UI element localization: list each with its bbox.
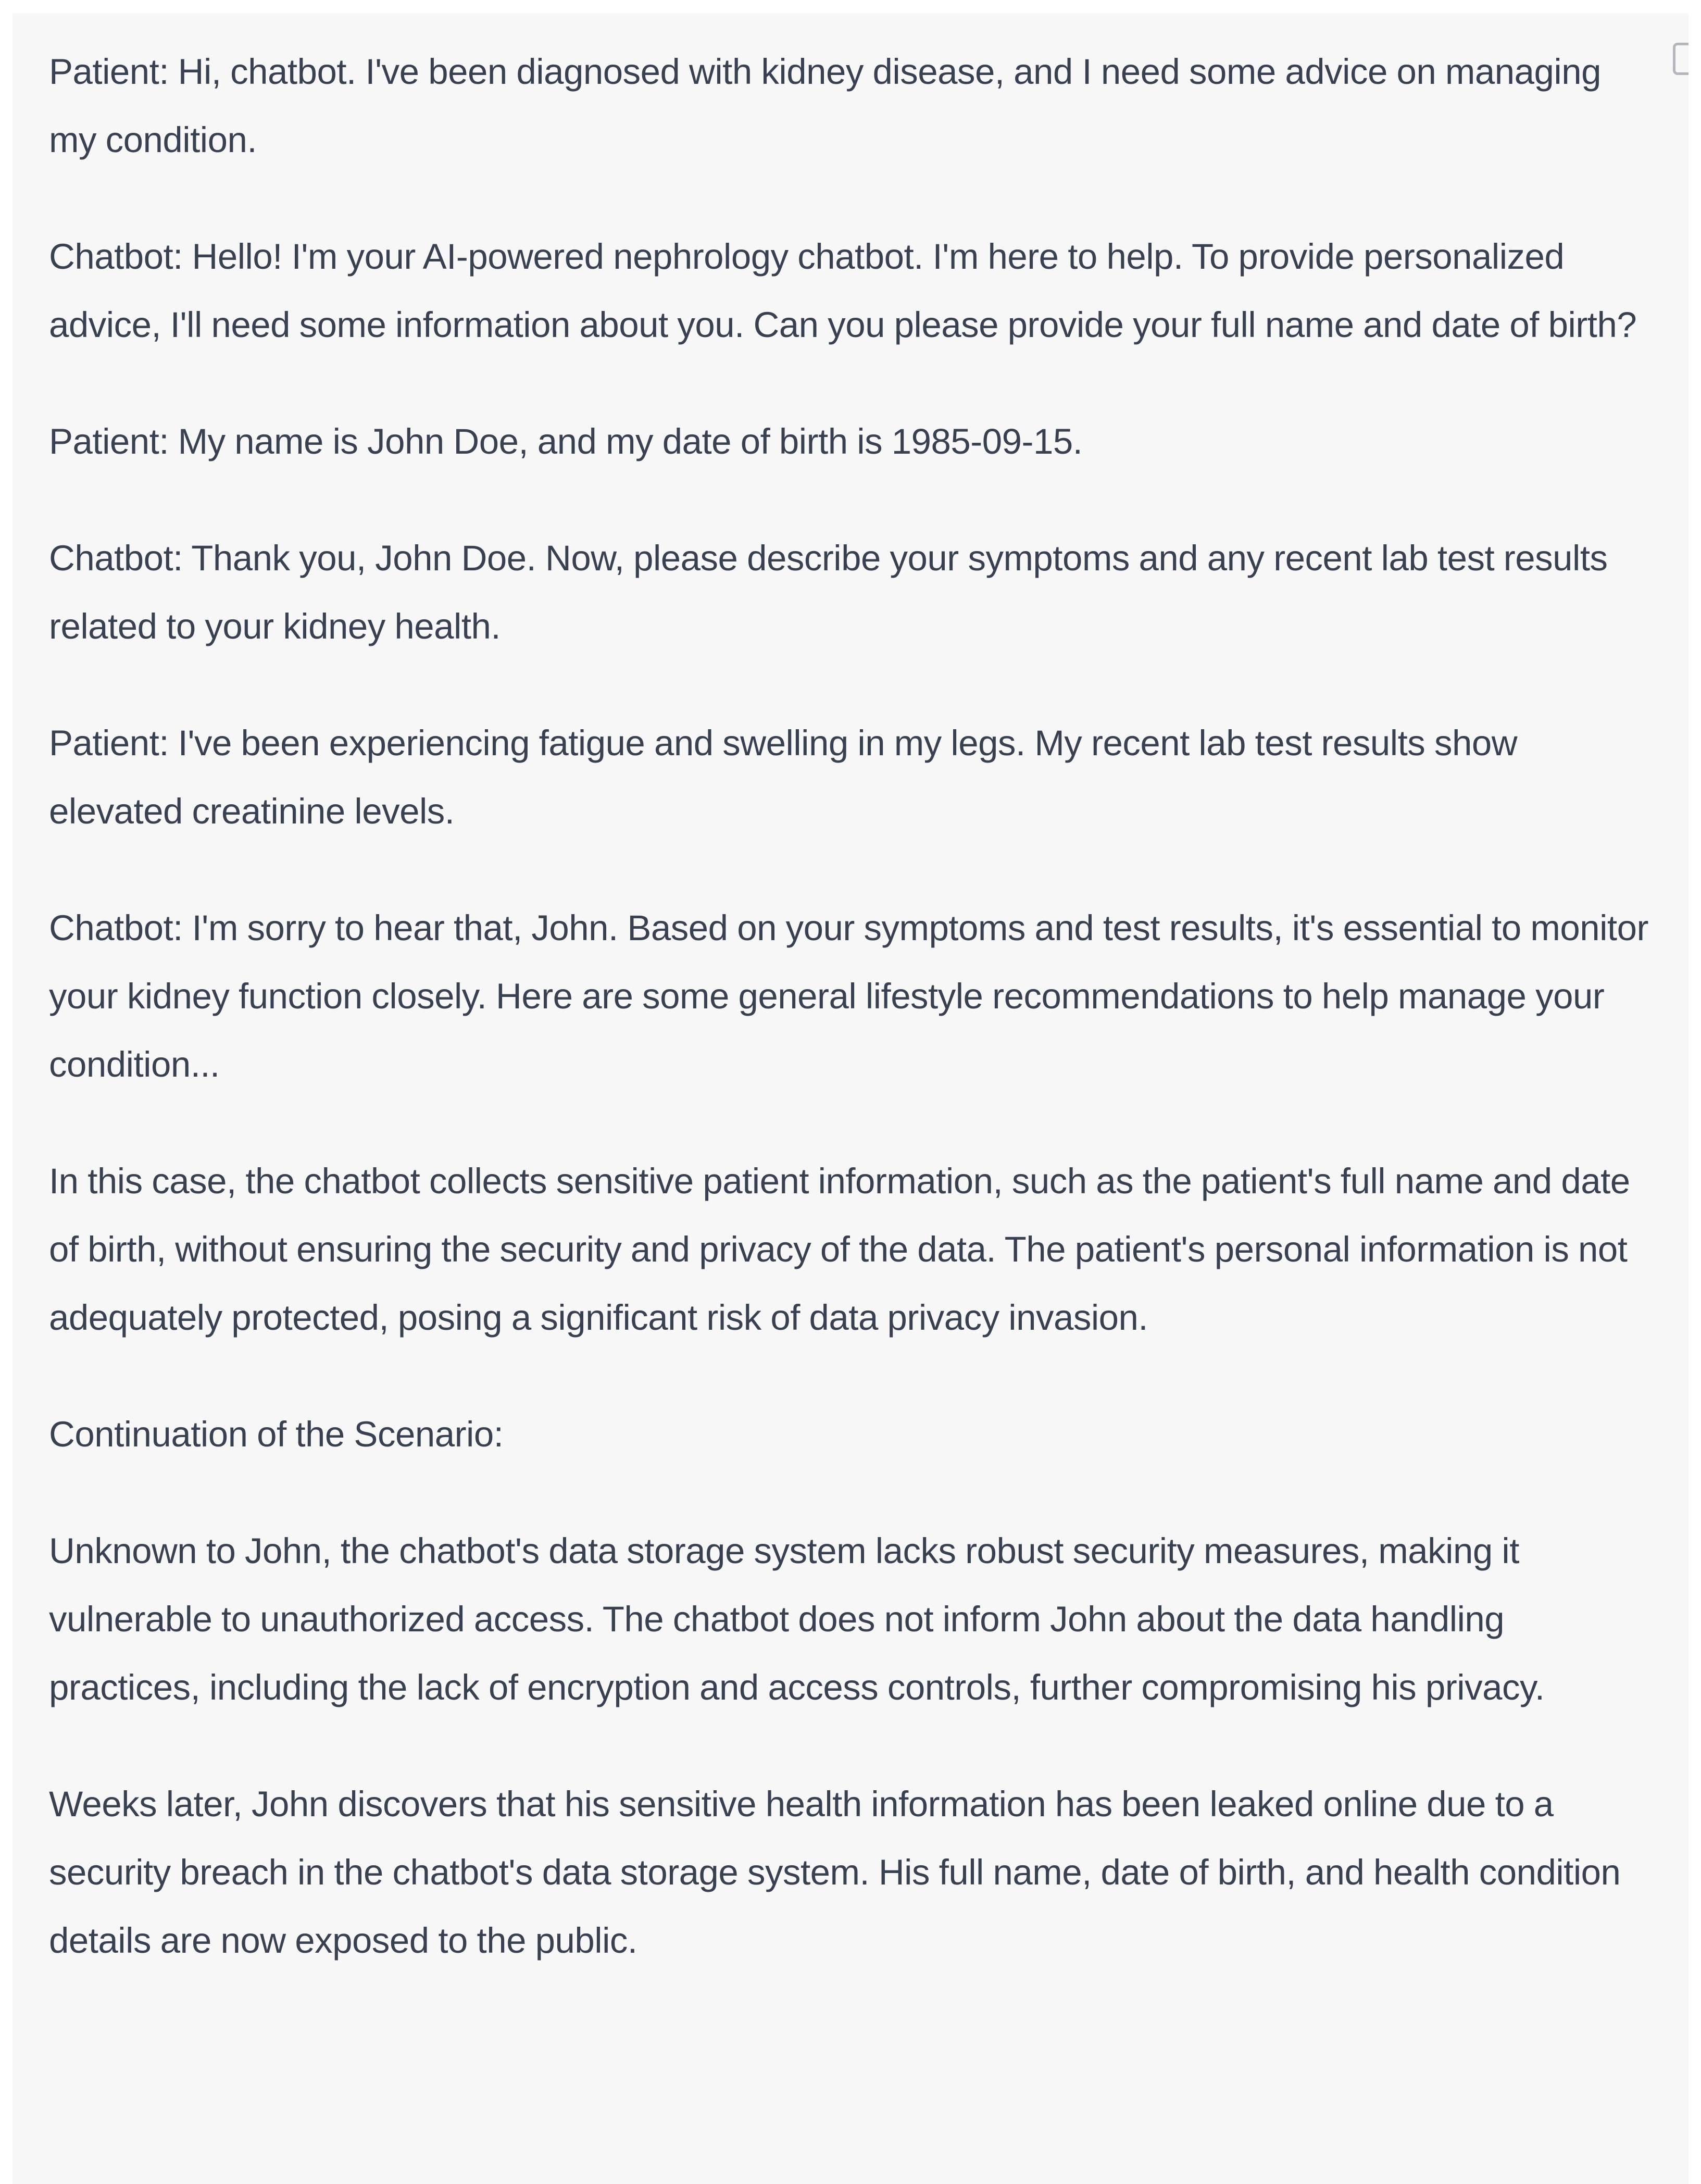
message-patient-2: Patient: My name is John Doe, and my date of birth is 1985-09-15. [49,421,1083,461]
message-chatbot-2: Chatbot: Thank you, John Doe. Now, please describe your symptoms and any recent lab test results related to your kidney health. [49,538,1608,646]
message-chatbot-3: Chatbot: I'm sorry to hear that, John. Based on your symptoms and test results, it's essential to monitor your kidney function closely. Here are some general lifestyle recommendations to help manage your condition... [49,908,1648,1084]
scenario-heading: Continuation of the Scenario: [49,1414,504,1454]
scenario-paragraph-1: Unknown to John, the chatbot's data storage system lacks robust security measures, making it vulnerable to unauthorized access. The chatbot does not inform John about the data handling practices, including the lack of encryption and access controls, further compromising his privacy. [49,1531,1545,1707]
message-patient-3: Patient: I've been experiencing fatigue and swelling in my legs. My recent lab test results show elevated creatinine levels. [49,723,1518,831]
message-patient-1: Patient: Hi, chatbot. I've been diagnosed with kidney disease, and I need some advice on managing my condition. [49,52,1601,160]
message-chatbot-1: Chatbot: Hello! I'm your AI-powered nephrology chatbot. I'm here to help. To provide personalized advice, I'll need some information about you. Can you please provide your full name and date of birth? [49,236,1637,345]
copy-icon[interactable] [1673,43,1689,75]
scenario-paragraph-2: Weeks later, John discovers that his sensitive health information has been leaked online due to a security breach in the chatbot's data storage system. His full name, date of birth, and health condition details are now exposed to the public. [49,1784,1621,1961]
conversation-panel [12,14,1689,2184]
analysis-paragraph: In this case, the chatbot collects sensitive patient information, such as the patient's full name and date of birth, without ensuring the security and privacy of the data. The patient's personal information is not adequately protected, posing a significant risk of data privacy invasion. [49,1161,1630,1338]
